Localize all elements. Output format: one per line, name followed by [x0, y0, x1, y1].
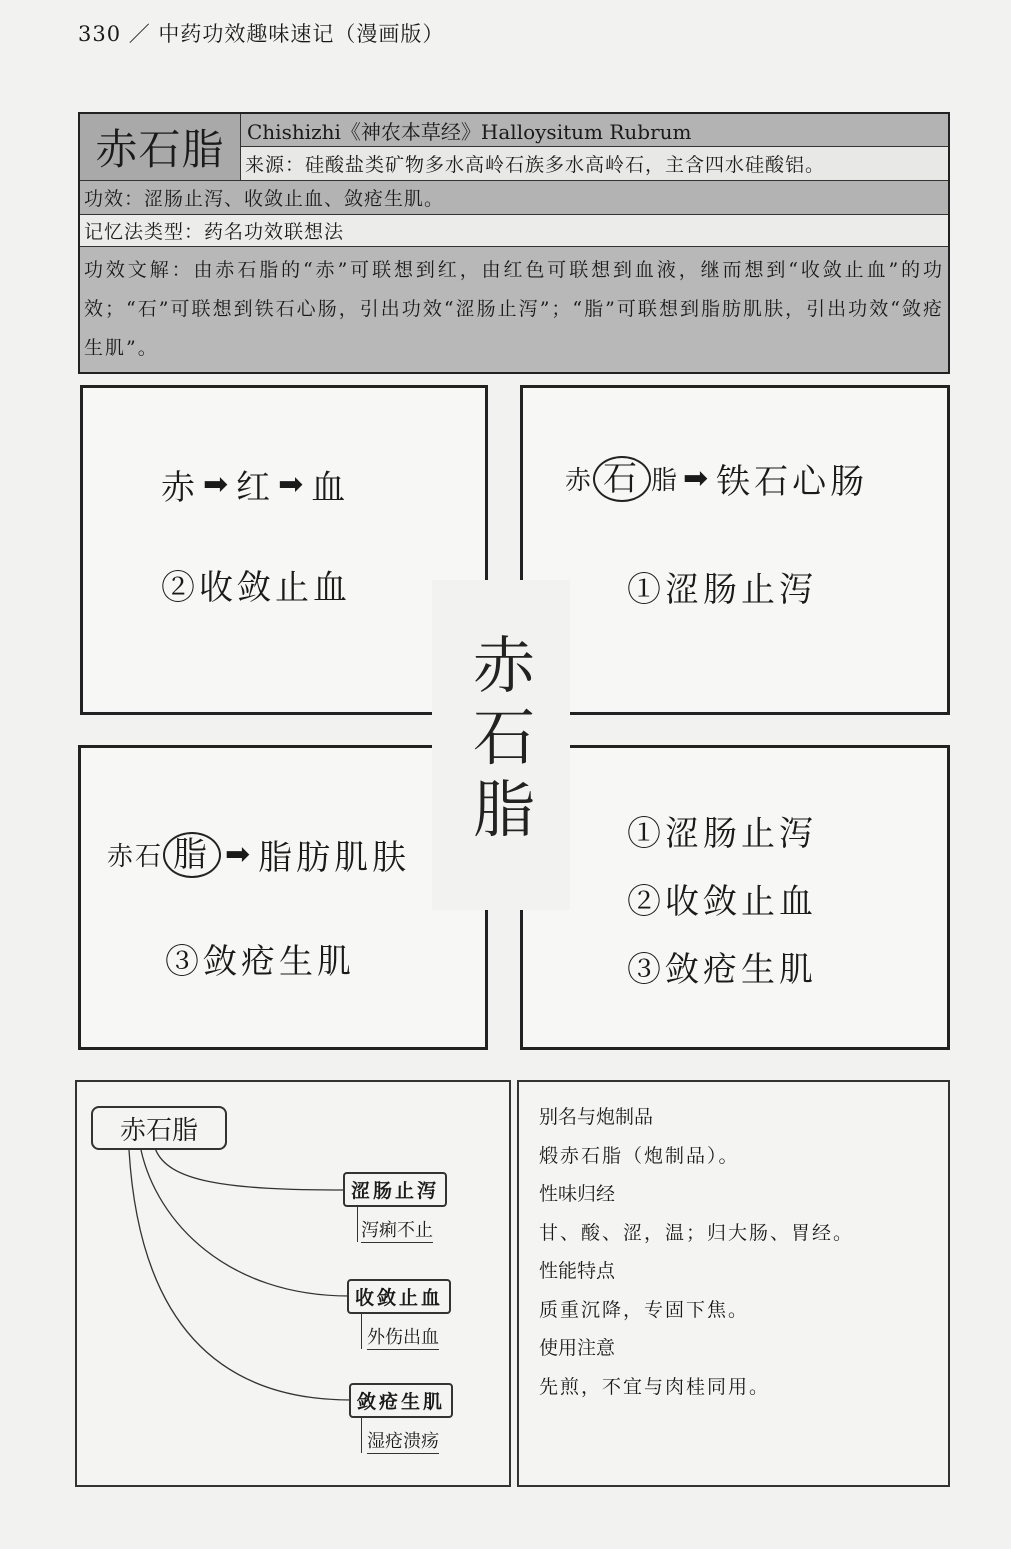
- branch-connector: [361, 1313, 362, 1349]
- arrow-icon: ➡: [278, 467, 308, 502]
- feature-heading: 性能特点: [539, 1260, 616, 1282]
- center-char-2: 石: [472, 701, 535, 774]
- chain-chi-hong-xue: [161, 460, 349, 509]
- drug-info-table: [78, 112, 950, 374]
- efficacy-text: 涩肠止泻、收敛止血、敛疮生肌。: [144, 188, 445, 210]
- circled-char: 脂: [163, 832, 221, 878]
- panel-effect: ②收敛止血: [161, 568, 351, 608]
- source-text: 硅酸盐类矿物多水高岭石族多水高岭石，主含四水硅酸铝。: [305, 154, 826, 176]
- latin-name: Chishizhi《神农本草经》Halloysitum Rubrum: [241, 114, 948, 147]
- panel-effect: ③敛疮生肌: [165, 942, 355, 982]
- efficacy-row: [80, 180, 948, 214]
- center-char-1: 赤: [472, 629, 535, 702]
- chain-pre: 赤石: [107, 842, 164, 872]
- drug-name: 赤石脂: [80, 114, 241, 180]
- title-row-details: [241, 114, 948, 180]
- summary-line-3: ③敛疮生肌: [627, 950, 817, 990]
- summary-line-1: ①涩肠止泻: [627, 814, 817, 854]
- alias-heading: 别名与炮制品: [539, 1106, 654, 1128]
- caution-body: 先煎，不宜与肉桂同用。: [539, 1375, 771, 1398]
- branch-connector: [357, 1206, 358, 1242]
- panel-bottom-left: [78, 745, 488, 1050]
- memory-label: 记忆法类型：: [84, 221, 205, 243]
- arrow-icon: ➡: [203, 467, 233, 502]
- page-header: 330 ／ 中药功效趣味速记（漫画版）: [78, 22, 445, 46]
- branch-sub-1: 泻痢不止: [361, 1216, 433, 1243]
- title-row: [80, 114, 948, 180]
- memory-row: [80, 214, 948, 246]
- branch-sub-3: 湿疮溃疡: [367, 1427, 439, 1454]
- chain-zhi: [107, 830, 410, 879]
- caution-heading: 使用注意: [539, 1337, 616, 1359]
- branch-node-2: 收敛止血: [347, 1279, 451, 1314]
- source-label: 来源：: [245, 154, 306, 176]
- chain-char-3: 血: [311, 468, 350, 508]
- panel-effect: ①涩肠止泻: [627, 570, 817, 610]
- explain-row: [80, 246, 948, 372]
- branch-connector: [361, 1417, 362, 1453]
- summary-line-2: ②收敛止血: [627, 882, 817, 922]
- chain-char-1: 赤: [161, 468, 199, 508]
- explain-label: 功效文解：: [84, 259, 194, 281]
- taste-body: 甘、酸、涩，温；归大肠、胃经。: [539, 1221, 855, 1244]
- taste-heading: 性味归经: [539, 1183, 616, 1205]
- panel-bottom-right: [520, 745, 950, 1050]
- arrow-icon: ➡: [683, 461, 713, 496]
- chain-char-2: 红: [236, 468, 275, 508]
- branch-sub-2: 外伤出血: [367, 1323, 439, 1350]
- alias-body: 煅赤石脂（炮制品）。: [539, 1144, 740, 1167]
- memory-text: 药名功效联想法: [204, 221, 345, 243]
- chain-target: 铁石心肠: [716, 462, 869, 502]
- chain-pre: 赤: [565, 466, 594, 496]
- notes-box: [517, 1080, 950, 1487]
- feature-body: 质重沉降，专固下焦。: [539, 1298, 750, 1321]
- circled-char: 石: [593, 456, 651, 502]
- explain-text: 由赤石脂的“赤”可联想到红，由红色可联想到血液，继而想到“收敛止血”的功效；“石”可联想到铁石心肠，引出功效“涩肠止泻”；“脂”可联想到脂肪肌肤，引出功效“敛疮生肌”。: [84, 259, 944, 359]
- center-char-3: 脂: [472, 773, 535, 846]
- chain-target: 脂肪肌肤: [258, 838, 411, 878]
- mind-map-root: 赤石脂: [91, 1106, 227, 1150]
- panel-top-right: [520, 385, 950, 715]
- arrow-icon: ➡: [225, 837, 255, 872]
- chain-shi: [565, 454, 868, 503]
- efficacy-label: 功效：: [84, 188, 145, 210]
- panel-top-left: [80, 385, 488, 715]
- notes-content: [539, 1098, 854, 1406]
- branch-node-1: 涩肠止泻: [343, 1172, 447, 1207]
- branch-node-3: 敛疮生肌: [349, 1383, 453, 1418]
- center-title: [452, 630, 556, 846]
- chain-post: 脂: [651, 466, 680, 496]
- mind-map: [75, 1080, 511, 1487]
- source-line: [241, 147, 948, 180]
